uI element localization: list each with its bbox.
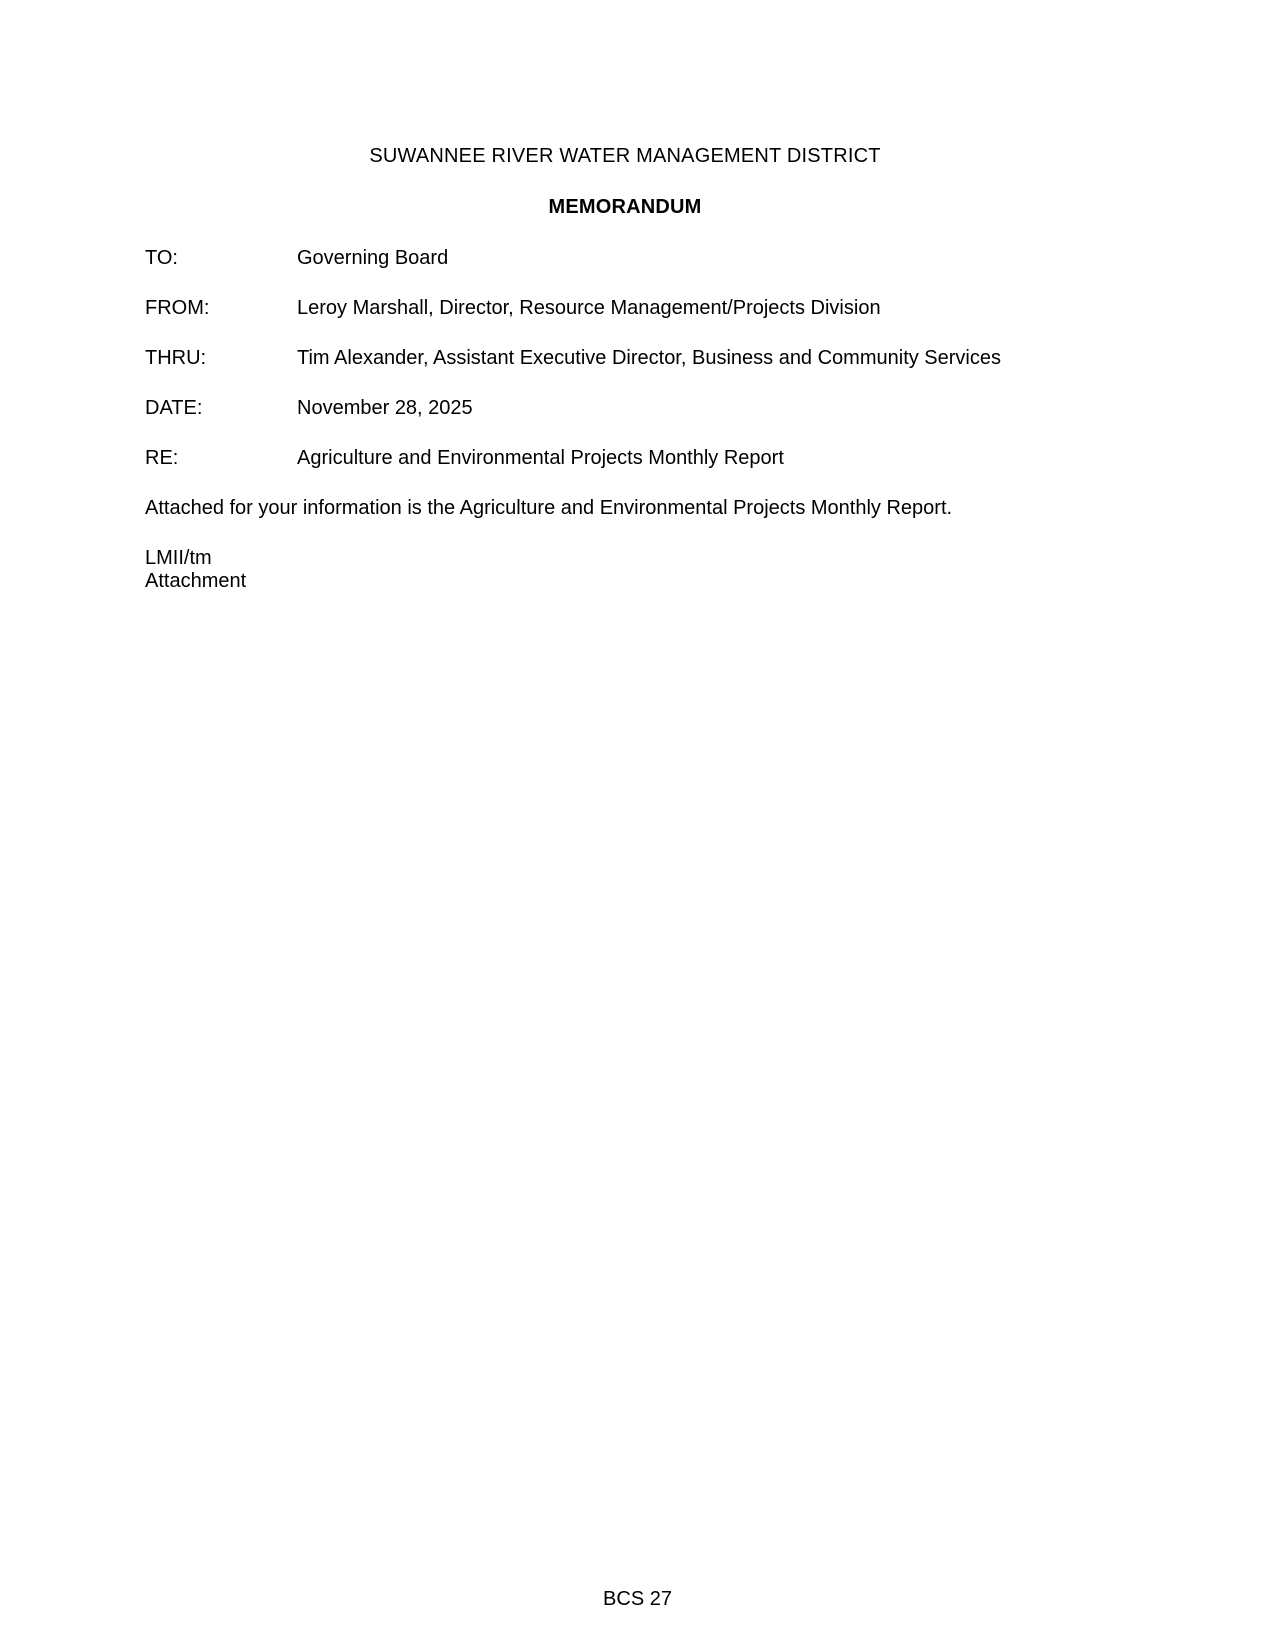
field-label-from: FROM: bbox=[145, 297, 210, 319]
field-value-thru: Tim Alexander, Assistant Executive Director, Business and Community Services bbox=[297, 347, 1001, 369]
field-row-to bbox=[145, 247, 1105, 270]
page-footer-label: BCS 27 bbox=[603, 1588, 672, 1610]
field-label-thru: THRU: bbox=[145, 347, 207, 369]
signature-block bbox=[145, 547, 1105, 593]
field-row-from bbox=[145, 297, 1105, 320]
document-type-heading: MEMORANDUM bbox=[548, 196, 702, 218]
field-value-date: November 28, 2025 bbox=[297, 397, 473, 419]
field-value-from: Leroy Marshall, Director, Resource Management/Projects Division bbox=[297, 297, 881, 319]
memo-header-fields bbox=[145, 247, 1105, 470]
field-label-to: TO: bbox=[145, 247, 178, 269]
field-row-re bbox=[145, 447, 1105, 470]
organization-name: SUWANNEE RIVER WATER MANAGEMENT DISTRICT bbox=[369, 145, 881, 167]
memo-content bbox=[145, 145, 1105, 593]
memo-body-text: Attached for your information is the Agriculture and Environmental Projects Monthly Report. bbox=[145, 497, 953, 519]
field-row-thru bbox=[145, 347, 1105, 370]
reference-initials: LMII/tm bbox=[145, 547, 212, 569]
field-value-to: Governing Board bbox=[297, 247, 449, 269]
field-label-date: DATE: bbox=[145, 397, 203, 419]
field-label-re: RE: bbox=[145, 447, 179, 469]
attachment-note: Attachment bbox=[145, 570, 247, 592]
field-value-re: Agriculture and Environmental Projects Monthly Report bbox=[297, 447, 784, 469]
field-row-date bbox=[145, 397, 1105, 420]
